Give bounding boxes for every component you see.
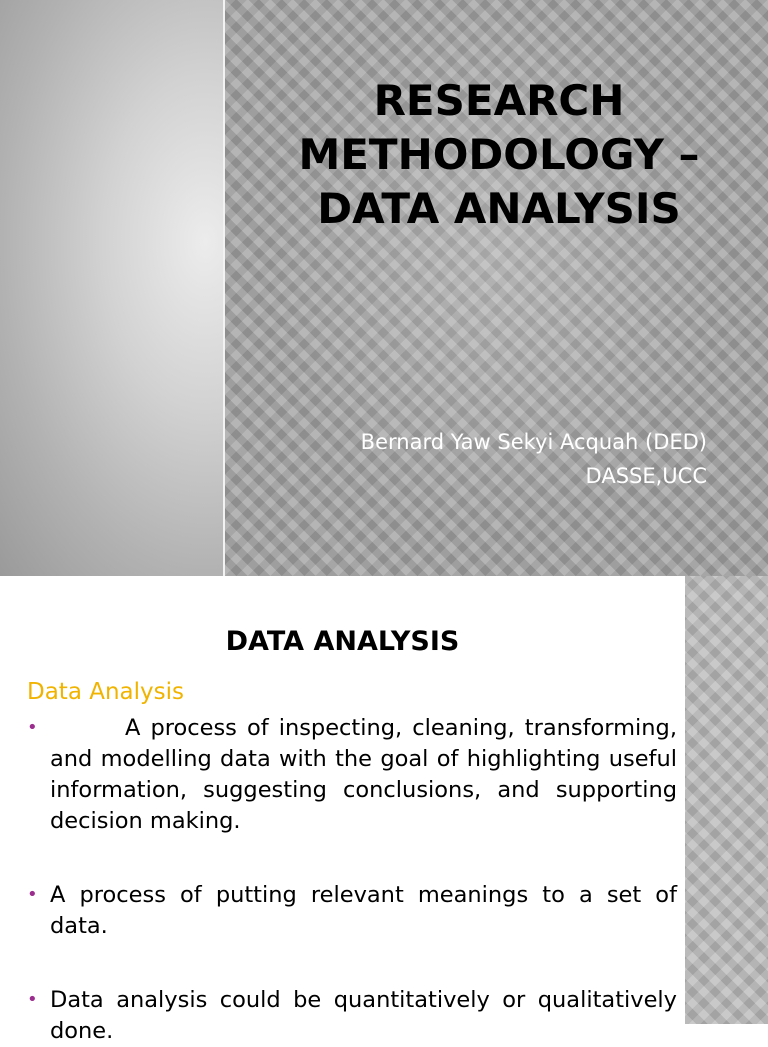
slide-title: RESEARCH METHODOLOGY – DATA ANALYSIS (298, 76, 700, 233)
subheading: Data Analysis (27, 679, 184, 705)
slide-heading: DATA ANALYSIS (225, 626, 460, 657)
bullet-dot-icon: • (27, 989, 38, 1010)
bullet-dot-icon: • (27, 884, 38, 905)
content-slide (0, 576, 768, 1044)
bullet-text: A process of putting relevant meanings to a set of data. (50, 882, 677, 939)
bullet-item (27, 880, 677, 942)
author-affiliation: DASSE,UCC (585, 464, 707, 488)
bullet-text: A process of inspecting, cleaning, transforming, and modelling data with the goal of highlighting useful information, suggesting conclusions, and supporting decision making. (50, 715, 677, 834)
bullet-text: Data analysis could be quantitatively or qualitatively done. (50, 987, 677, 1044)
author-name: Bernard Yaw Sekyi Acquah (DED) (360, 430, 707, 454)
decorative-pattern-strip (685, 576, 768, 1024)
bullet-item (27, 985, 677, 1047)
author-block (361, 425, 707, 493)
bullet-dot-icon: • (27, 717, 38, 738)
left-gradient-panel (0, 0, 223, 576)
bullet-item (27, 713, 677, 837)
